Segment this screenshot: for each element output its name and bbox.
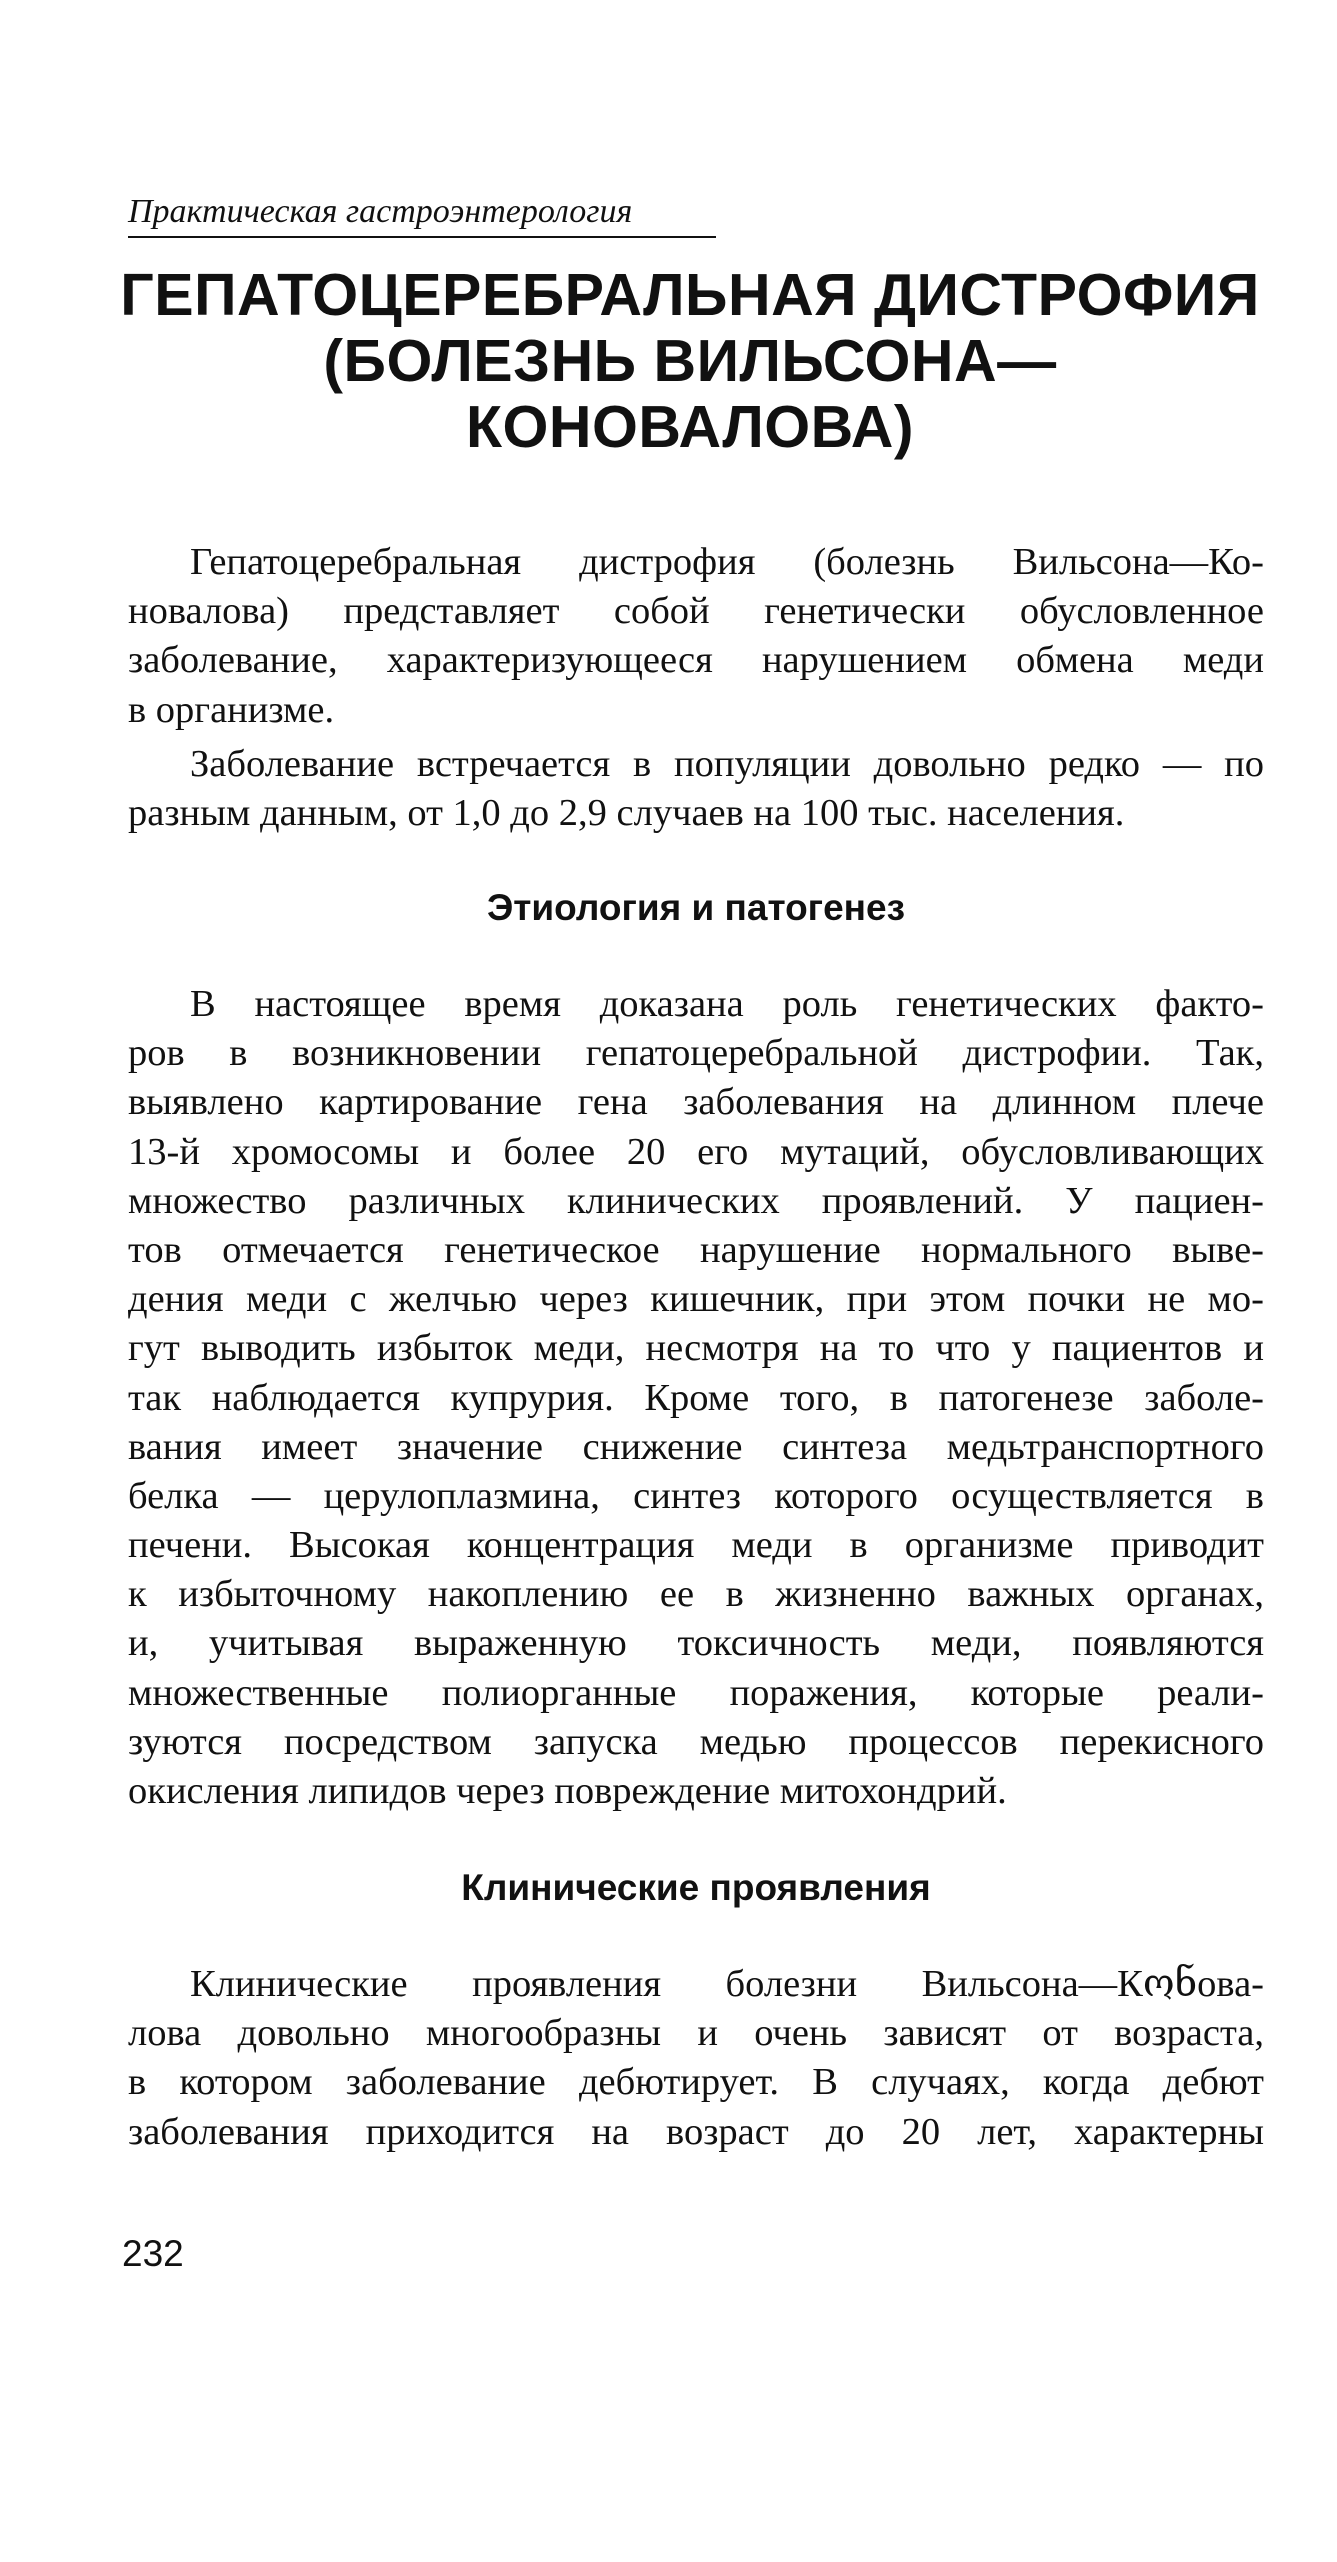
text-line: в котором заболевание дебютирует. В случаях, когда дебют [128,2061,1264,2104]
chapter-title-line: (БОЛЕЗНЬ ВИЛЬСОНА— [323,328,1057,394]
section-heading-etiology: Этиология и патогенез [486,887,905,928]
text-line: выявлено картирование гена заболевания на длинном плече [128,1081,1264,1124]
text-line: новалова) представляет собой генетически обусловленное [128,590,1264,633]
text-line: окисления липидов через повреждение митохондрий. [128,1770,1007,1812]
text-line: заболевания приходится на возраст до 20 лет, характерны [128,2110,1264,2153]
text-line: Заболевание встречается в популяции довольно редко — по [190,743,1264,785]
text-line: Клинические проявления болезни Вильсона—Кონова- [190,1963,1264,2005]
text-line: дения меди с желчью через кишечник, при этом почки не мо- [128,1278,1264,1321]
text-line: тов отмечается генетическое нарушение нормального выве- [128,1228,1264,1271]
text-line: ров в возникновении гепатоцеребральной дистрофии. Так, [128,1032,1264,1075]
text-line: Гепатоцеребральная дистрофия (болезнь Вильсона—Ко- [190,541,1264,583]
text-line: к избыточному накоплению ее в жизненно важных органах, [128,1573,1264,1616]
page-number: 232 [122,2233,184,2274]
text-line: множественные полиорганные поражения, которые реали- [128,1671,1264,1714]
clinical-paragraph [128,1960,1264,2157]
intro-paragraph-2 [128,740,1264,838]
text-line: печени. Высокая концентрация меди в организме приводит [128,1524,1264,1567]
chapter-title-line: ГЕПАТОЦЕРЕБРАЛЬНАЯ ДИСТРОФИЯ [120,262,1260,328]
text-line: В настоящее время доказана роль генетических факто- [190,983,1264,1025]
text-line: в организме. [128,688,335,731]
text-line: вания имеет значение снижение синтеза медьтранспортного [128,1425,1264,1468]
text-line: разным данным, от 1,0 до 2,9 случаев на 100 тыс. населения. [128,792,1125,835]
chapter-title-line: КОНОВАЛОВА) [465,394,915,460]
text-line: лова довольно многообразны и очень зависят от возраста, [128,2012,1264,2055]
etiology-paragraph [128,980,1264,1816]
text-line: белка — церулоплазмина, синтез которого осуществляется в [128,1474,1264,1517]
chapter-title [100,262,1280,460]
intro-paragraph-1 [128,538,1264,735]
text-line: множество различных клинических проявлений. У пациен- [128,1179,1264,1222]
text-line: так наблюдается купрурия. Кроме того, в патогенезе заболе- [128,1376,1264,1419]
running-head: Практическая гастроэнтерология [128,192,716,238]
text-line: и, учитывая выраженную токсичность меди, появляются [128,1622,1264,1665]
text-line: зуются посредством запуска медью процессов перекисного [128,1720,1264,1763]
text-line: заболевание, характеризующееся нарушением обмена меди [128,639,1264,682]
section-heading-clinical: Клинические проявления [461,1867,931,1908]
text-line: 13-й хромосомы и более 20 его мутаций, обусловливающих [128,1130,1264,1173]
text-line: гут выводить избыток меди, несмотря на то что у пациентов и [128,1327,1264,1370]
